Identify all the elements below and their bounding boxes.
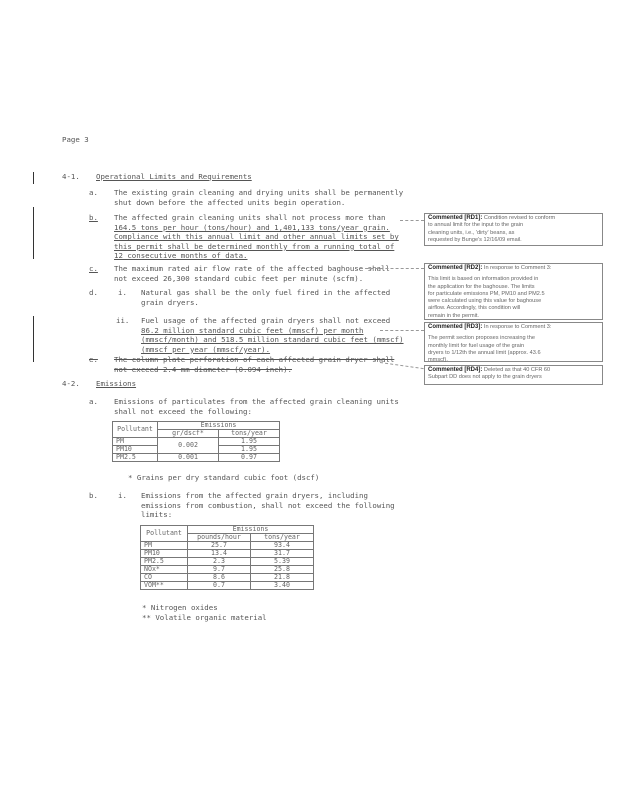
comment-balloon[interactable]: Commented [RD2]: In response to Comment 3: This limit is based on information provided in the application for the baghouse. The limits for particulate emissions PM, PM10 and PM2.5 were calculated using this value for baghouse airflow. Accordingly, this condition will remain in the permit. [424, 263, 603, 320]
column-header: tons/year [251, 534, 314, 542]
table-row: PM2.5 2.3 5.39 [141, 558, 314, 566]
table-row: PM10 13.4 31.7 [141, 550, 314, 558]
item-marker: b. [89, 491, 98, 500]
comment-leader [400, 220, 424, 221]
section-title: Operational Limits and Requirements [96, 172, 252, 181]
table-row: PM2.5 0.001 0.97 [113, 454, 280, 462]
table-row: VOM** 0.7 3.40 [141, 582, 314, 590]
item-marker: i. [118, 491, 127, 500]
item-marker: a. [89, 188, 98, 197]
page-number: Page 3 [62, 135, 89, 144]
condition-2b-i-text: Emissions from the affected grain dryers, including emissions from combustion, shall not exceed the following limits: [141, 491, 395, 520]
column-header: tons/year [219, 430, 280, 438]
condition-a-text: The existing grain cleaning and drying units shall be permanently shut down before the affected units begin operation. [114, 188, 404, 207]
condition-b-text: The affected grain cleaning units shall not process more than 164.5 tons per hour (tons/hour) and 1,401,133 tons/year grain. Compliance with this annual limit and other annual limits set by this permit shall be determined monthly from a running total of 12 consecutive months of data. [114, 213, 399, 261]
table-row: CO 8.6 21.8 [141, 574, 314, 582]
footnote: * Grains per dry standard cubic foot (dscf) [128, 473, 320, 482]
change-bar [33, 207, 34, 259]
change-bar [33, 172, 34, 184]
column-header: Pollutant [141, 526, 188, 542]
column-header: gr/dscf* [158, 430, 219, 438]
item-marker: e. [89, 355, 98, 364]
column-group-header: Emissions [158, 422, 280, 430]
comment-balloon[interactable]: Commented [RD1]: Condition revised to conform to annual limit for the input to the grain cleaning units, i.e., 'dirty' beans, as requested by Bunge's 12/16/09 email. [424, 213, 603, 246]
item-marker: ii. [116, 316, 130, 325]
condition-d-ii-text: Fuel usage of the affected grain dryers shall not exceed 86.2 million standard cubic feet (mmscf) per month (mmscf/month) and 518.5 million standard cubic feet (mmscf) (mmscf per year (mmscf/year). [141, 316, 404, 354]
comment-leader [360, 268, 424, 269]
comment-leader [380, 330, 424, 331]
section-title: Emissions [96, 379, 137, 388]
table-row: NOx* 9.7 25.8 [141, 566, 314, 574]
column-group-header: Emissions [188, 526, 314, 534]
item-marker: d. [89, 288, 98, 297]
item-marker: a. [89, 397, 98, 406]
table-row: PM10 1.95 [113, 446, 280, 454]
condition-2a-text: Emissions of particulates from the affected grain cleaning units shall not exceed the following: [114, 397, 399, 416]
particulate-emissions-table [112, 421, 280, 462]
item-marker: c. [89, 264, 98, 273]
column-header: Pollutant [113, 422, 158, 438]
section-number: 4-1. [62, 172, 80, 181]
table-row: PM 25.7 93.4 [141, 542, 314, 550]
item-marker: b. [89, 213, 98, 222]
condition-e-text: The column plate perforation of each affected grain dryer shall not exceed 2.4 mm diameter (0.094 inch). [114, 355, 395, 374]
condition-d-i-text: Natural gas shall be the only fuel fired in the affected grain dryers. [141, 288, 391, 307]
condition-c-text: The maximum rated air flow rate of the affected baghouse shall not exceed 26,300 standard cubic feet per minute (scfm). [114, 264, 390, 283]
column-header: pounds/hour [188, 534, 251, 542]
item-marker: i. [118, 288, 127, 297]
change-bar [33, 316, 34, 362]
section-number: 4-2. [62, 379, 80, 388]
table-row: PM 0.002 1.95 [113, 438, 280, 446]
comment-balloon[interactable]: Commented [RD3]: In response to Comment 3: The permit section proposes increasing the monthly limit for fuel usage of the grain dryers to 1/12th the annual limit (approx. 43.6 mmscf). [424, 322, 603, 362]
dryer-emissions-table [140, 525, 314, 590]
footnotes: * Nitrogen oxides ** Volatile organic material [142, 603, 267, 622]
comment-balloon[interactable]: Commented [RD4]: Deleted as that 40 CFR 60 Subpart DD does not apply to the grain dryers [424, 365, 603, 385]
